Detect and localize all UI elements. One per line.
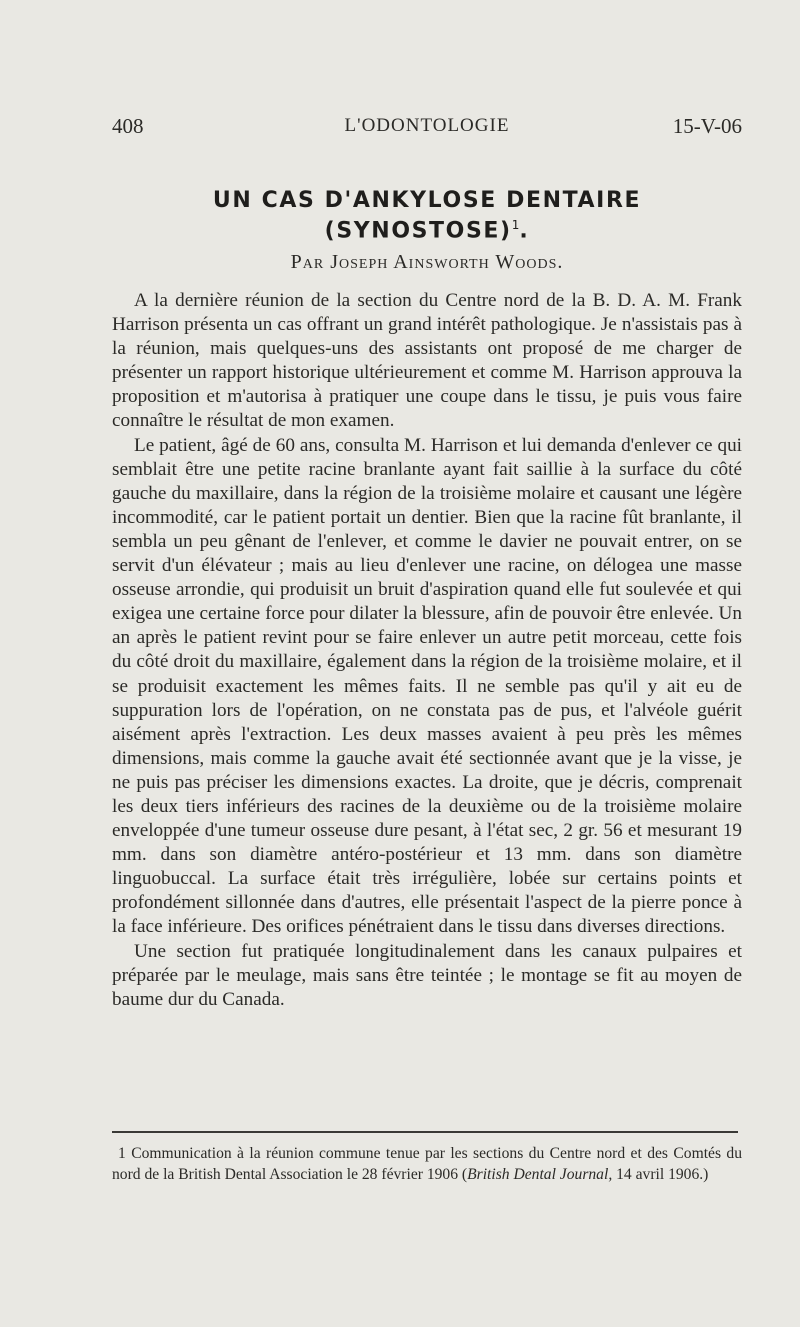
running-head <box>112 114 742 140</box>
footnote-text-before: Communication à la réunion commune tenue par les sections du Centre nord et des Comtés du nord de la British Dental Association le 28 février 1906 ( <box>112 1145 742 1183</box>
paragraph-3: Une section fut pratiquée longitudinalement dans les canaux pulpaires et préparée par le meulage, mais sans être teintée ; le montage se fit au moyen de baume dur du Canada. <box>112 940 742 1010</box>
title-punctuation: . <box>519 218 530 244</box>
article-title-line2 <box>112 218 742 243</box>
article-title-line2-text: (SYNOSTOSE) <box>324 218 512 244</box>
article-title-line1: UN CAS D'ANKYLOSE DENTAIRE <box>212 188 642 213</box>
footnote-reference: 1 <box>511 218 520 232</box>
article-body <box>112 289 742 1012</box>
paragraph-1: A la dernière réunion de la section du Centre nord de la B. D. A. M. Frank Harrison présenta un cas offrant un grand intérêt pathologique. Je n'assistais pas à la réunion, mais quelques-uns des assistants ont proposé de me charger de présenter un rapport historique ultérieurement et comme M. Harrison approuva la proposition et m'autorisa à pratiquer une coupe dans le tissu, je puis vous faire connaître le résultat de mon examen. <box>112 290 742 432</box>
footnote-marker: 1 <box>118 1145 126 1162</box>
footnote <box>112 1144 742 1185</box>
issue-date: 15-V-06 <box>672 114 742 138</box>
journal-name: L'ODONTOLOGIE <box>344 115 510 136</box>
footnote-divider <box>112 1131 738 1133</box>
article-byline: Par Joseph Ainsworth Woods. <box>290 251 564 273</box>
footnote-source: British Dental Journal, <box>467 1165 613 1183</box>
paragraph-2: Le patient, âgé de 60 ans, consulta M. Harrison et lui demanda d'enlever ce qui semblait être une petite racine branlante ayant fait saillie à la surface du côté gauche du maxillaire, dans la région de la troisième molaire et causant une légère incommodité, car le patient portait un dentier. Bien que la racine fût branlante, il sembla un peu gênant de l'enlever, et comme le davier ne pouvait entrer, on se servit d'un élévateur ; mais au lieu d'enlever une racine, on délogea une masse osseuse arrondie, qui produisit un bruit d'aspiration quand elle fut soulevée et qui exigea une certaine force pour dilater la blessure, afin de pouvoir être enlevée. Un an après le patient revint pour se faire enlever un autre petit morceau, cette fois du côté droit du maxillaire, également dans la région de la troisième molaire, et il se produisit exactement les mêmes faits. Il ne semble pas qu'il y ait eu de suppuration lors de l'opération, on ne constata pas de pus, et l'alvéole guérit aisément après l'extraction. Les deux masses avaient à peu près les mêmes dimensions, mais comme la gauche avait été sectionnée avant que je la visse, je ne puis pas préciser les dimensions exactes. La droite, que je décris, comprenait les deux tiers inférieurs des racines de la deuxième ou de la troisième molaire enveloppée d'une tumeur osseuse dure pesant, à l'état sec, 2 gr. 56 et mesurant 19 mm. dans son diamètre antéro-postérieur et 13 mm. dans son diamètre linguobuccal. La surface était très irrégulière, lobée sur certains points et profondément sillonnée dans d'autres, elle présentait l'aspect de la pierre ponce à la face inférieure. Des orifices pénétraient dans le tissu dans diverses directions. <box>112 434 742 938</box>
page-number: 408 <box>112 114 144 138</box>
footnote-text-after: 14 avril 1906.) <box>612 1165 709 1183</box>
